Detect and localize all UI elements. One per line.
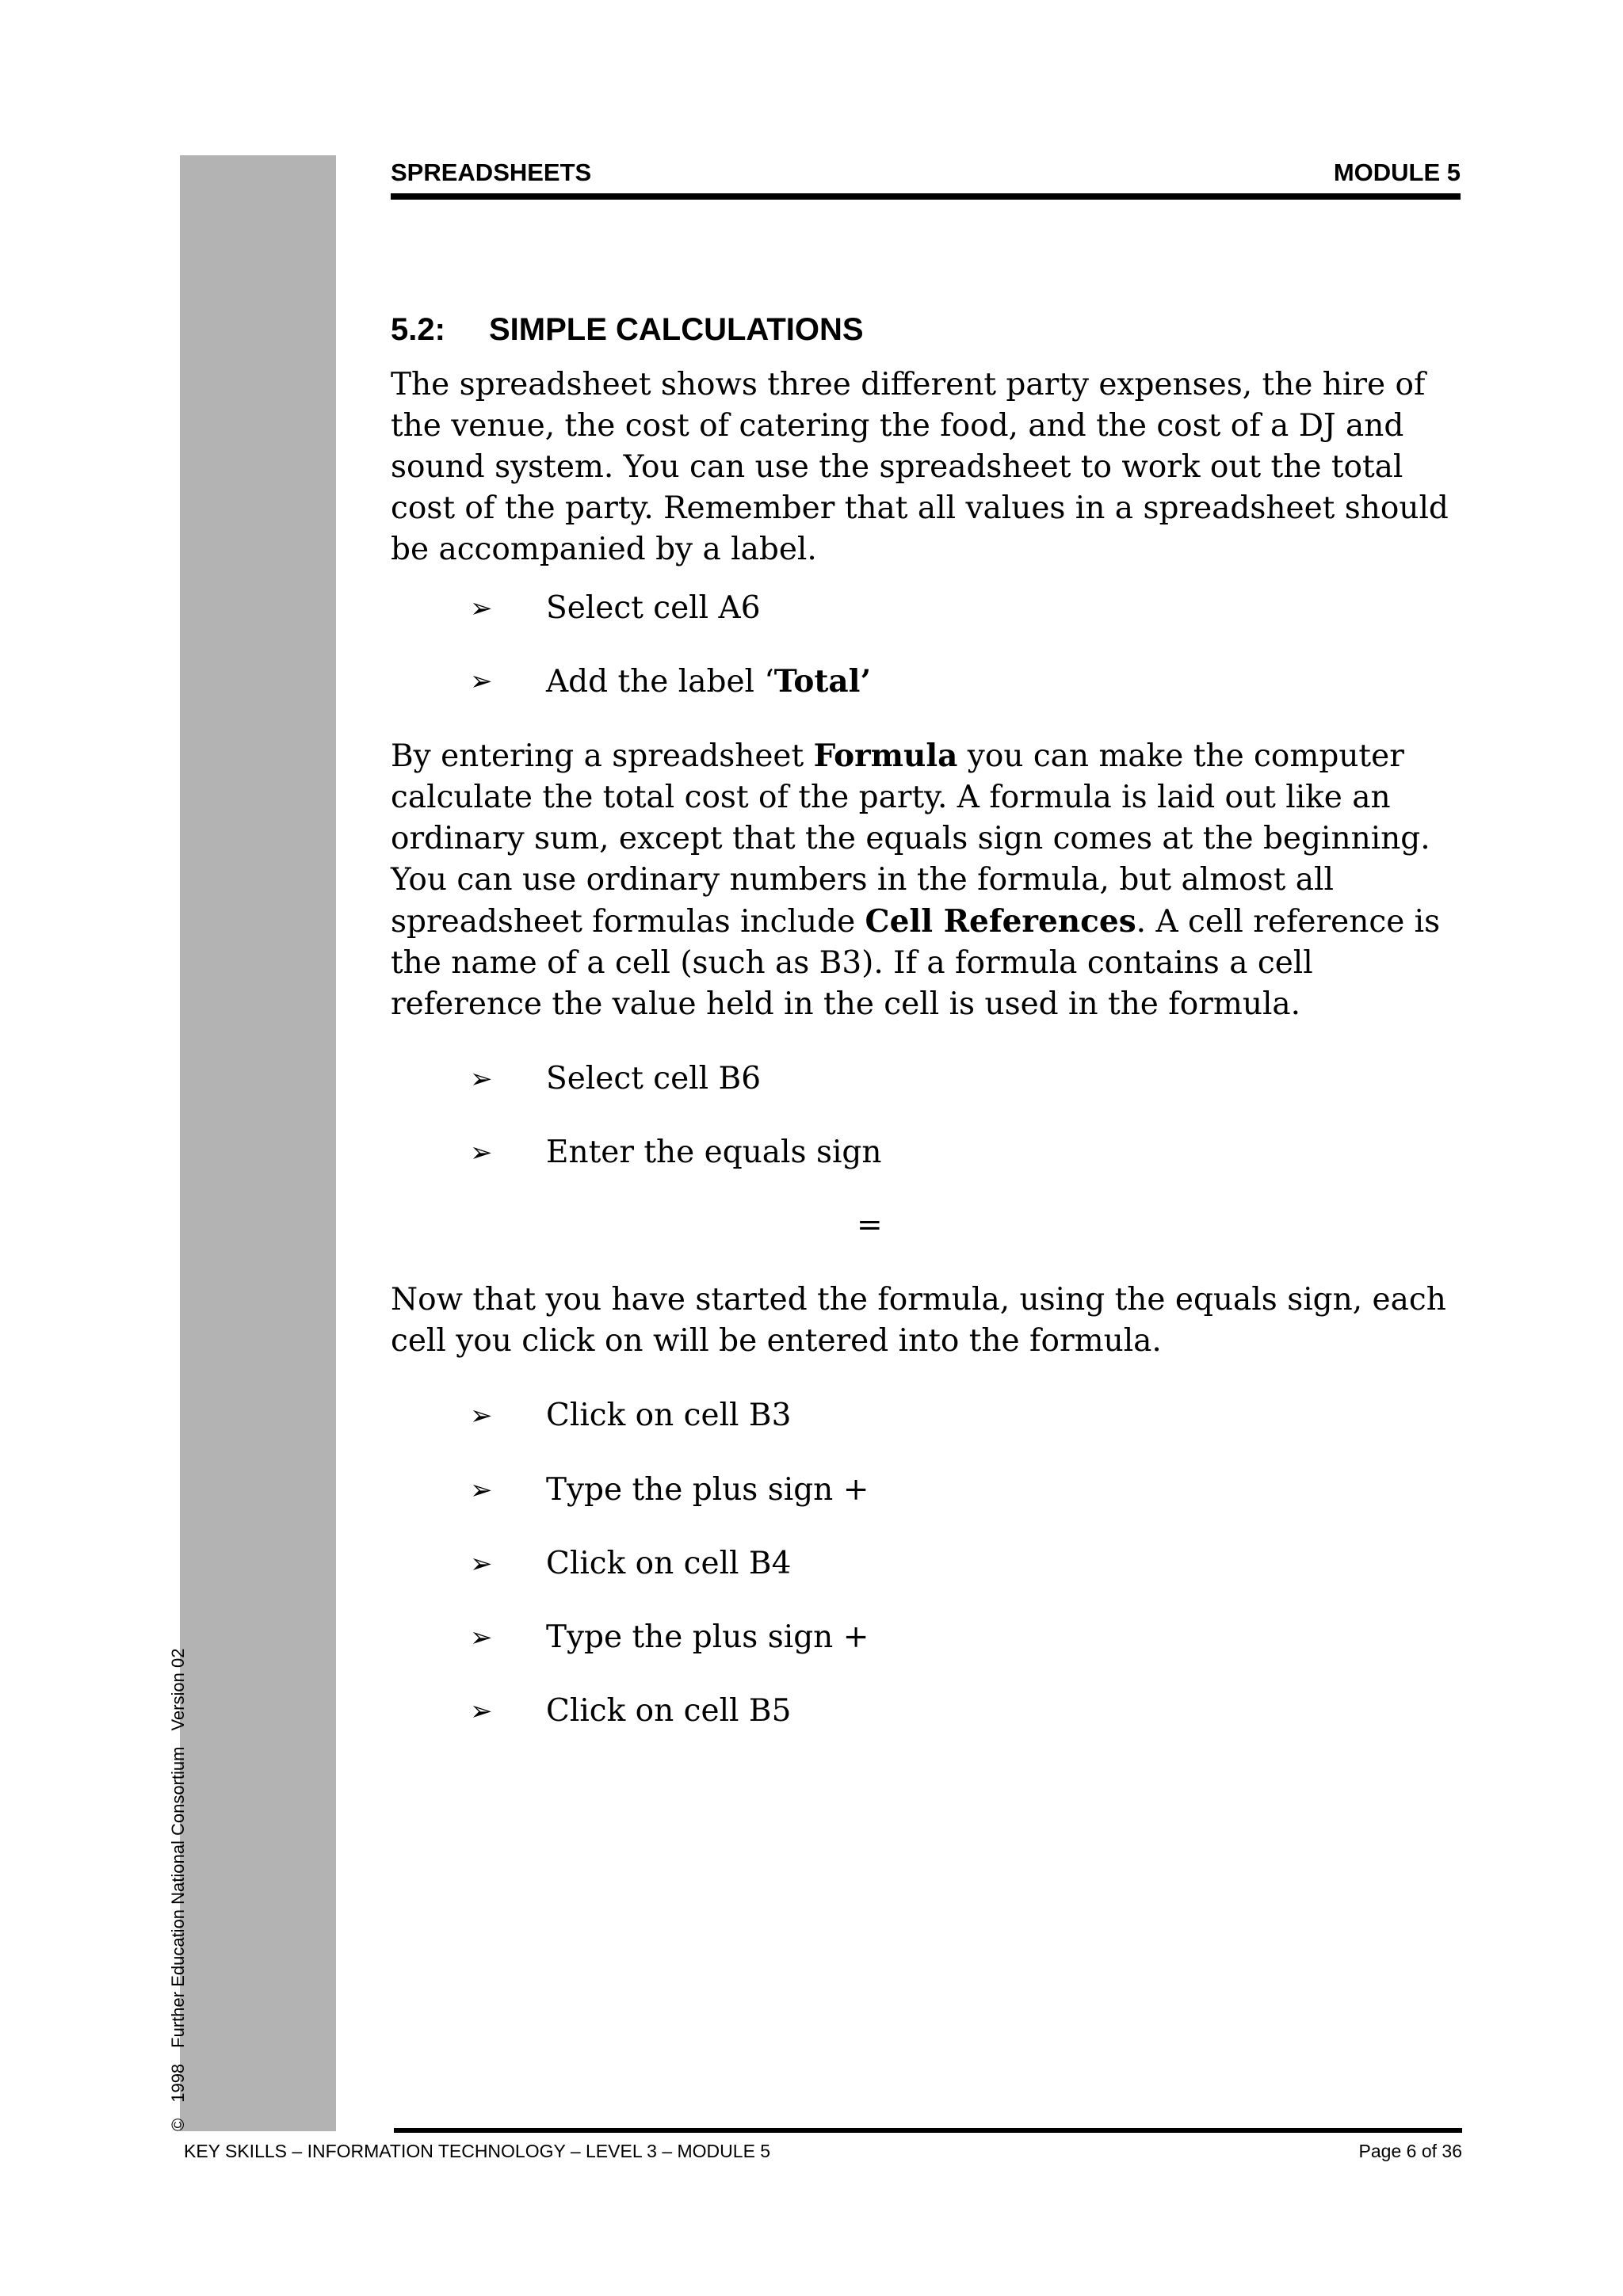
section-title: SIMPLE CALCULATIONS [489, 312, 864, 347]
page-number: Page 6 of 36 [1358, 2141, 1462, 2161]
list-item [391, 1470, 1462, 1511]
header-rule [391, 193, 1461, 200]
section-heading [391, 312, 864, 348]
list-item-text: Click on cell B3 [546, 1398, 792, 1433]
formula-paragraph [391, 735, 1462, 1025]
copyright-symbol: © [168, 2118, 188, 2131]
list-item [391, 1058, 1462, 1100]
list-item-text: Select cell A6 [546, 590, 761, 626]
list-item-text: Type the plus sign + [546, 1619, 869, 1655]
list-item-text: Type the plus sign + [546, 1472, 869, 1508]
list-item-text: Click on cell B5 [546, 1693, 792, 1729]
formula-paragraph-text-3: . A cell reference is the name of a cell (such as B3). If a formula contains a cell reference the value held in the cell is used in the formula. [391, 904, 1441, 1022]
click-paragraph: Now that you have started the formula, using the equals sign, each cell you click on will be entered into the formula. [391, 1282, 1446, 1359]
copyright-version: Version 02 [168, 1648, 188, 1731]
arrow-bullet-icon: ➢ [470, 1400, 493, 1432]
copyright-notice [168, 1633, 189, 2131]
list-item-text: Click on cell B4 [546, 1546, 792, 1581]
intro-paragraph: The spreadsheet shows three different party expenses, the hire of the venue, the cost of catering the food, and the cost of a DJ and sound system. You can use the spreadsheet to work out the total cost of the party. Remember that all values in a spreadsheet should be accompanied by a label. [391, 367, 1449, 567]
page-content [391, 364, 1462, 1732]
list-item [391, 661, 1462, 702]
list-item-text: Select cell B6 [546, 1061, 762, 1097]
sidebar-band [180, 155, 336, 2131]
arrow-bullet-icon: ➢ [470, 1695, 493, 1727]
section-number: 5.2: [391, 312, 445, 347]
list-item [391, 1543, 1462, 1585]
list-item [391, 1691, 1462, 1732]
copyright-org: Further Education National Consortium [168, 1746, 188, 2048]
formula-term: Formula [813, 738, 958, 774]
arrow-bullet-icon: ➢ [470, 1622, 493, 1653]
list-item [391, 1617, 1462, 1658]
list-item-text-plain: Add the label ‘ [546, 664, 774, 700]
list-item-text: Enter the equals sign [546, 1135, 882, 1170]
header-module: MODULE 5 [1333, 158, 1461, 186]
list-item [391, 588, 1462, 629]
arrow-bullet-icon: ➢ [470, 1063, 493, 1095]
arrow-bullet-icon: ➢ [470, 1137, 493, 1169]
formula-paragraph-text-2: you can make the computer calculate the total cost of the party. A formula is laid out like an ordinary sum, except that the equals sign comes at the beginning. You can use ordinary numbers in the formula, but almost all spreadsheet formulas include [391, 738, 1430, 940]
formula-paragraph-text-1: By entering a spreadsheet [391, 738, 814, 774]
arrow-bullet-icon: ➢ [470, 666, 493, 697]
arrow-bullet-icon: ➢ [470, 593, 493, 624]
header-title: SPREADSHEETS [391, 158, 592, 186]
footer-course: KEY SKILLS – INFORMATION TECHNOLOGY – LEVEL 3 – MODULE 5 [184, 2141, 771, 2161]
list-item-text-bold: Total’ [773, 663, 872, 700]
footer-rule [394, 2128, 1462, 2133]
page-header [391, 155, 1461, 193]
list-item [391, 1395, 1462, 1436]
copyright-year: 1998 [168, 2063, 188, 2103]
cell-references-term: Cell References [865, 903, 1136, 940]
arrow-bullet-icon: ➢ [470, 1474, 493, 1506]
list-item [391, 1132, 1462, 1173]
list-item-text [546, 661, 871, 703]
arrow-bullet-icon: ➢ [470, 1548, 493, 1580]
equals-sign: = [857, 1207, 883, 1243]
